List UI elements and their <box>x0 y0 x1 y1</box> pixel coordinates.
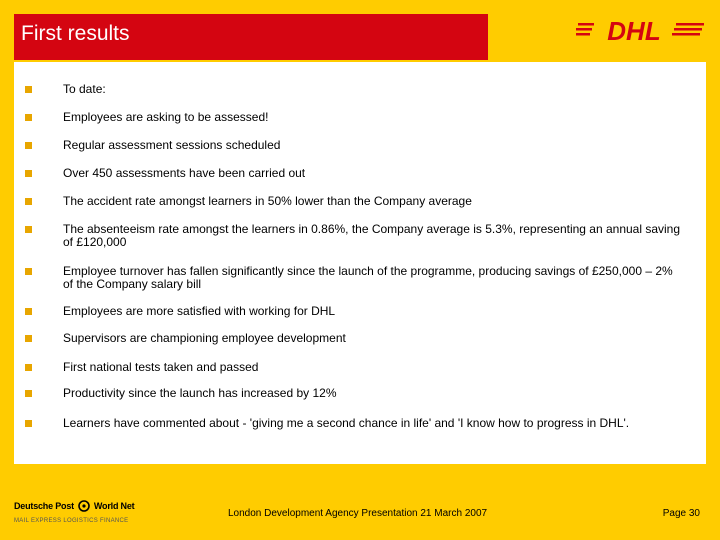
slide-title: First results <box>21 22 130 45</box>
deutsche-post-logo <box>14 500 164 536</box>
bullet-text: Over 450 assessments have been carried out <box>63 166 306 180</box>
bullet-text: Regular assessment sessions scheduled <box>63 138 281 152</box>
bullet-marker <box>25 268 32 275</box>
brand-right: World Net <box>93 501 135 511</box>
bullet-text: Supervisors are championing employee development <box>63 331 346 345</box>
bullet-text: To date: <box>63 82 106 96</box>
bullet-text: Productivity since the launch has increased by 12% <box>63 386 337 400</box>
deutsche-post-wordmark <box>14 500 164 512</box>
bullet-marker <box>25 335 32 342</box>
bullet-text: The accident rate amongst learners in 50% lower than the Company average <box>63 194 472 208</box>
bullet-text: First national tests taken and passed <box>63 360 259 374</box>
bullet-text: Employees are more satisfied with working for DHL <box>63 304 336 318</box>
bullet-text: The absenteeism rate amongst the learners in 0.86%, the Company average is 5.3%, representing an annual saving of £120,000 <box>63 222 681 249</box>
bullet-marker <box>25 226 32 233</box>
bullet-marker <box>25 420 32 427</box>
bullet-marker <box>25 170 32 177</box>
bullet-marker <box>25 198 32 205</box>
bullet-text: Learners have commented about - 'giving me a second chance in life' and 'I know how to progress in DHL'. <box>63 416 630 430</box>
bullet-marker <box>25 390 32 397</box>
slide-content <box>14 62 706 464</box>
dhl-logo <box>576 14 706 48</box>
bullet-marker <box>25 142 32 149</box>
bullet-marker <box>25 114 32 121</box>
slide-title-bar <box>14 14 488 60</box>
page-number: Page 30 <box>662 508 700 519</box>
bullet-text: Employees are asking to be assessed! <box>63 110 269 124</box>
bullet-text: Employee turnover has fallen significantly since the launch of the programme, producing savings of £250,000 – 2% of the Company salary bill <box>63 264 673 291</box>
brand-subtitle: MAIL EXPRESS LOGISTICS FINANCE <box>14 518 129 524</box>
brand-left: Deutsche Post <box>14 501 74 511</box>
bullet-marker <box>25 86 32 93</box>
footer-presentation: London Development Agency Presentation 21 March 2007 <box>228 508 488 519</box>
bullet-marker <box>25 364 32 371</box>
post-horn-icon <box>77 500 91 512</box>
dhl-logo-text: DHL <box>607 16 661 46</box>
bullet-marker <box>25 308 32 315</box>
